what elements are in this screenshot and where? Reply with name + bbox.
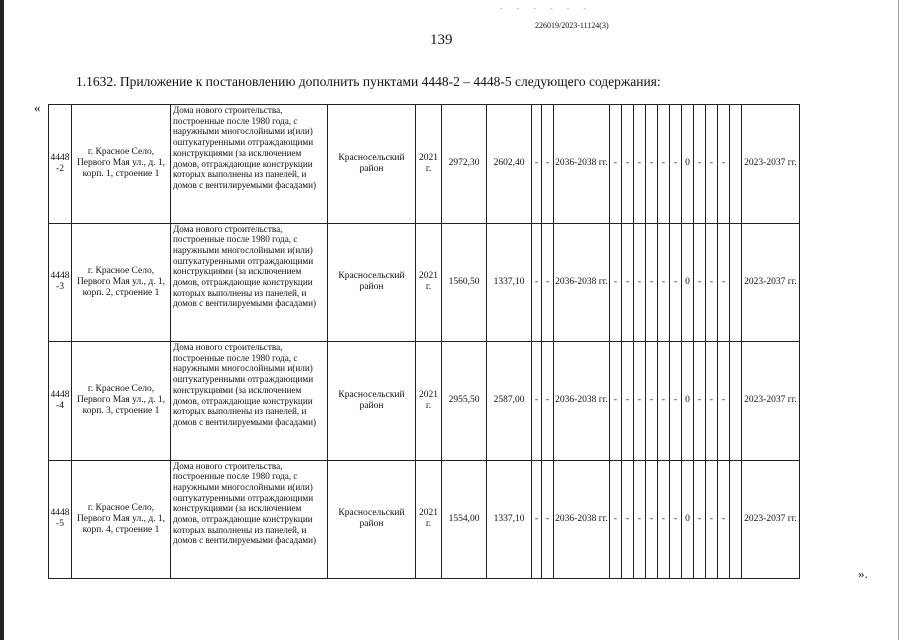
scan-edge-left [0, 0, 4, 640]
document-id: 226019/2023-11124(3) [535, 21, 609, 30]
dash-cell: - [718, 342, 730, 461]
dash-cell: - [646, 342, 658, 461]
dash-cell: - [532, 460, 542, 579]
dash-cell: - [670, 223, 682, 342]
district-cell: Красносельский район [328, 460, 416, 579]
dash-cell: - [622, 460, 634, 579]
scan-edge-right [898, 0, 899, 640]
amendment-table [48, 104, 800, 579]
description-cell: Дома нового строительства, построенные после 1980 года, с наружными многослойными и(или) оштукатуренными отграждающими конструкциями (за исключением домов, отграждающие конструкции которых выполнены из панелей, и домов с вентилируемыми фасадами) [171, 223, 328, 342]
table-row [49, 223, 800, 342]
dash-cell: - [658, 223, 670, 342]
empty-cell [730, 342, 742, 461]
page-number: 139 [430, 32, 453, 48]
living-area-cell: 1337,10 [487, 223, 532, 342]
intro-paragraph: 1.1632. Приложение к постановлению дополнить пунктами 4448-2 – 4448-5 следующего содержания: [76, 74, 661, 89]
dash-cell: - [634, 342, 646, 461]
description-cell: Дома нового строительства, построенные после 1980 года, с наружными многослойными и(или) оштукатуренными отграждающими конструкциями (за исключением домов, отграждающие конструкции которых выполнены из панелей, и домов с вентилируемыми фасадами) [171, 105, 328, 224]
period2-cell: 2023-2037 гг. [742, 223, 800, 342]
period-cell: 2036-2038 гг. [554, 105, 610, 224]
dash-cell: - [658, 342, 670, 461]
description-cell: Дома нового строительства, построенные после 1980 года, с наружными многослойными и(или) оштукатуренными отграждающими конструкциями (за исключением домов, отграждающие конструкции которых выполнены из панелей, и домов с вентилируемыми фасадами) [171, 460, 328, 579]
open-quote: « [34, 100, 41, 115]
year-cell: 2021 г. [416, 460, 442, 579]
row-number: 4448 -2 [49, 105, 72, 224]
dash-cell: - [670, 342, 682, 461]
address-cell: г. Красное Село, Первого Мая ул., д. 1, корп. 2, строение 1 [72, 223, 171, 342]
year-cell: 2021 г. [416, 342, 442, 461]
dash-cell: - [542, 342, 554, 461]
address-cell: г. Красное Село, Первого Мая ул., д. 1, корп. 3, строение 1 [72, 342, 171, 461]
period-cell: 2036-2038 гг. [554, 460, 610, 579]
dash-cell: - [706, 105, 718, 224]
dash-cell: - [622, 342, 634, 461]
period2-cell: 2023-2037 гг. [742, 342, 800, 461]
empty-cell [730, 460, 742, 579]
period2-cell: 2023-2037 гг. [742, 460, 800, 579]
dash-cell: - [610, 460, 622, 579]
district-cell: Красносельский район [328, 342, 416, 461]
dash-cell: - [646, 460, 658, 579]
dash-cell: - [542, 105, 554, 224]
living-area-cell: 2587,00 [487, 342, 532, 461]
empty-cell [730, 105, 742, 224]
total-area-cell: 2972,30 [442, 105, 487, 224]
living-area-cell: 2602,40 [487, 105, 532, 224]
total-area-cell: 2955,50 [442, 342, 487, 461]
district-cell: Красносельский район [328, 105, 416, 224]
dash-cell: - [670, 460, 682, 579]
period2-cell: 2023-2037 гг. [742, 105, 800, 224]
zero-cell: 0 [682, 223, 694, 342]
dash-cell: - [706, 460, 718, 579]
dash-cell: - [646, 223, 658, 342]
top-marks: - - - - - - [500, 4, 592, 13]
dash-cell: - [532, 105, 542, 224]
dash-cell: - [622, 105, 634, 224]
dash-cell: - [610, 105, 622, 224]
dash-cell: - [706, 223, 718, 342]
dash-cell: - [658, 460, 670, 579]
zero-cell: 0 [682, 105, 694, 224]
dash-cell: - [694, 223, 706, 342]
dash-cell: - [542, 223, 554, 342]
address-cell: г. Красное Село, Первого Мая ул., д. 1, корп. 1, строение 1 [72, 105, 171, 224]
dash-cell: - [610, 223, 622, 342]
table-row [49, 342, 800, 461]
description-cell: Дома нового строительства, построенные после 1980 года, с наружными многослойными и(или) оштукатуренными отграждающими конструкциями (за исключением домов, отграждающие конструкции которых выполнены из панелей, и домов с вентилируемыми фасадами) [171, 342, 328, 461]
year-cell: 2021 г. [416, 223, 442, 342]
row-number: 4448 -5 [49, 460, 72, 579]
dash-cell: - [670, 105, 682, 224]
total-area-cell: 1554,00 [442, 460, 487, 579]
address-cell: г. Красное Село, Первого Мая ул., д. 1, корп. 4, строение 1 [72, 460, 171, 579]
living-area-cell: 1337,10 [487, 460, 532, 579]
dash-cell: - [634, 460, 646, 579]
dash-cell: - [718, 223, 730, 342]
total-area-cell: 1560,50 [442, 223, 487, 342]
district-cell: Красносельский район [328, 223, 416, 342]
dash-cell: - [646, 105, 658, 224]
dash-cell: - [634, 105, 646, 224]
dash-cell: - [532, 342, 542, 461]
dash-cell: - [610, 342, 622, 461]
close-quote: ». [858, 566, 868, 581]
zero-cell: 0 [682, 460, 694, 579]
dash-cell: - [694, 105, 706, 224]
dash-cell: - [542, 460, 554, 579]
year-cell: 2021 г. [416, 105, 442, 224]
period-cell: 2036-2038 гг. [554, 223, 610, 342]
dash-cell: - [694, 460, 706, 579]
dash-cell: - [532, 223, 542, 342]
dash-cell: - [718, 105, 730, 224]
empty-cell [730, 223, 742, 342]
table-row [49, 105, 800, 224]
dash-cell: - [634, 223, 646, 342]
table-row [49, 460, 800, 579]
period-cell: 2036-2038 гг. [554, 342, 610, 461]
dash-cell: - [694, 342, 706, 461]
dash-cell: - [706, 342, 718, 461]
zero-cell: 0 [682, 342, 694, 461]
dash-cell: - [622, 223, 634, 342]
row-number: 4448 -4 [49, 342, 72, 461]
dash-cell: - [658, 105, 670, 224]
row-number: 4448 -3 [49, 223, 72, 342]
dash-cell: - [718, 460, 730, 579]
